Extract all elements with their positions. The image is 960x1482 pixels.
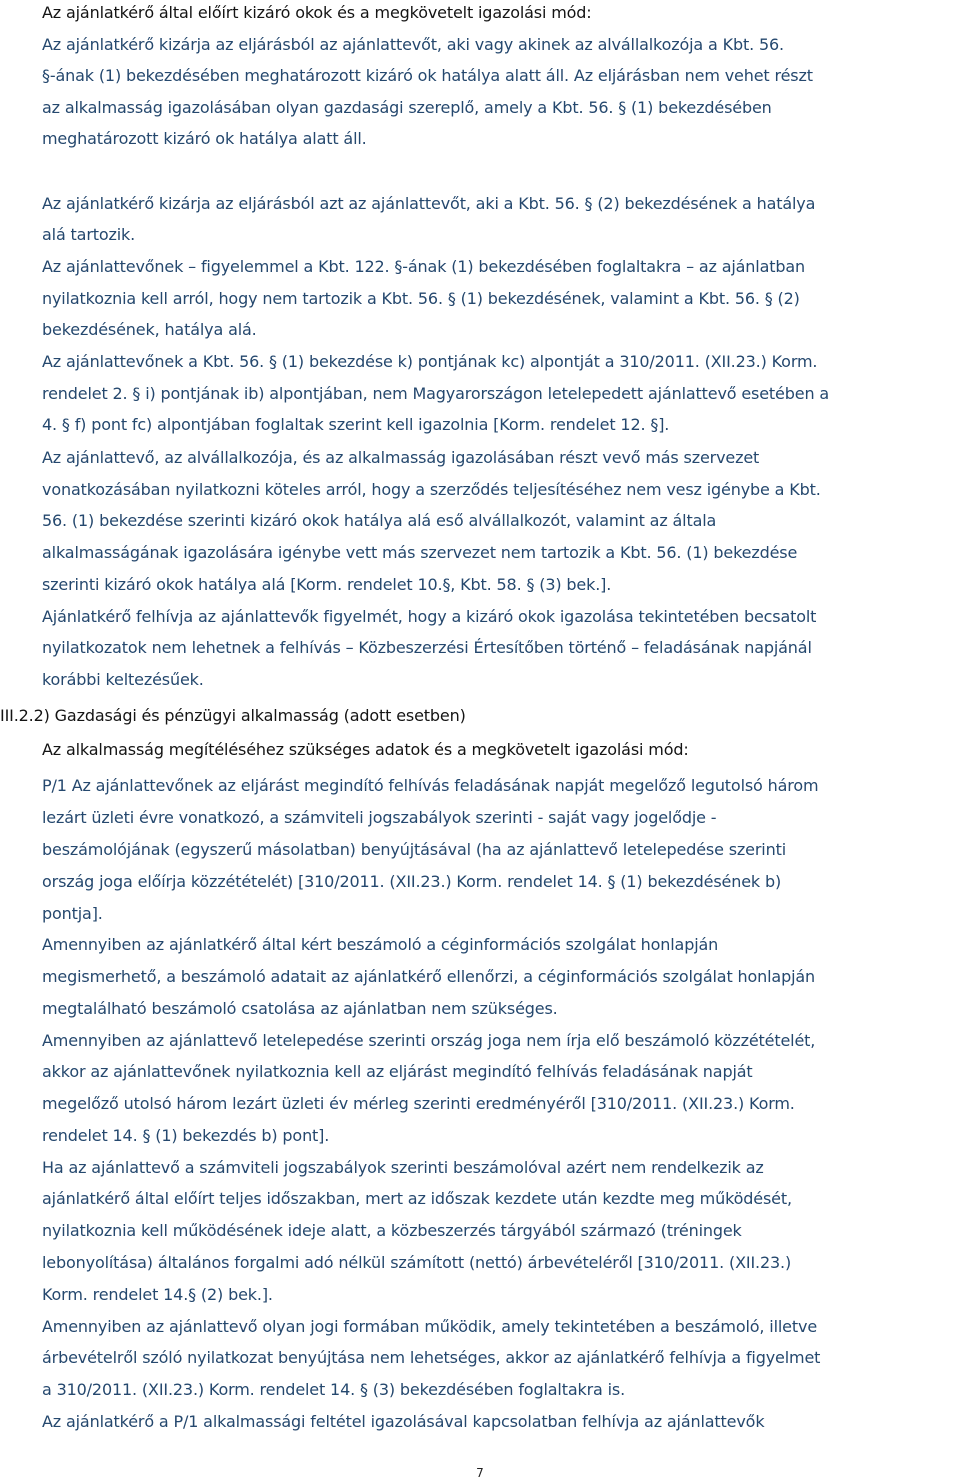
- paragraph-line: beszámolójának (egyszerű másolatban) benyújtásával (ha az ajánlattevő letelepedése szerinti: [42, 840, 786, 859]
- paragraph-line: Az ajánlatkérő a P/1 alkalmassági feltétel igazolásával kapcsolatban felhívja az ajánlattevők: [42, 1412, 765, 1431]
- paragraph-line: megismerhető, a beszámoló adatait az ajánlatkérő ellenőrzi, a céginformációs szolgálat honlapján: [42, 967, 816, 986]
- paragraph-line: Az ajánlattevőnek a Kbt. 56. § (1) bekezdése k) pontjának kc) alpontját a 310/2011. (XII.23.) Korm.: [42, 352, 818, 371]
- paragraph-line: megtalálható beszámoló csatolása az ajánlatban nem szükséges.: [42, 999, 558, 1018]
- paragraph-line: Amennyiben az ajánlattevő letelepedése szerinti ország joga nem írja elő beszámoló közzétételét,: [42, 1031, 816, 1050]
- paragraph-line: Az ajánlatkérő kizárja az eljárásból az ajánlattevőt, aki vagy akinek az alvállalkozója a Kbt. 56.: [42, 35, 784, 54]
- paragraph-line: bekezdésének, hatálya alá.: [42, 320, 257, 339]
- paragraph-line: akkor az ajánlattevőnek nyilatkoznia kell az eljárást megindító felhívás feladásának napját: [42, 1062, 753, 1081]
- page-number: 7: [476, 1466, 484, 1480]
- paragraph-line: Korm. rendelet 14.§ (2) bek.].: [42, 1285, 273, 1304]
- paragraph-line: árbevételről szóló nyilatkozat benyújtása nem lehetséges, akkor az ajánlatkérő felhívja a figyelmet: [42, 1348, 821, 1367]
- paragraph-line: korábbi keltezésűek.: [42, 670, 204, 689]
- paragraph-line: Amennyiben az ajánlattevő olyan jogi formában működik, amely tekintetében a beszámoló, illetve: [42, 1317, 818, 1336]
- paragraph-line: ország joga előírja közzétételét) [310/2011. (XII.23.) Korm. rendelet 14. § (1) bekezdésének b): [42, 872, 782, 891]
- paragraph-line: lezárt üzleti évre vonatkozó, a számviteli jogszabályok szerinti - saját vagy jogelődje -: [42, 808, 717, 827]
- section-heading-iii-2-2: III.2.2) Gazdasági és pénzügyi alkalmasság (adott esetben): [0, 706, 466, 725]
- paragraph-line: megelőző utolsó három lezárt üzleti év mérleg szerinti eredményéről [310/2011. (XII.23.) Korm.: [42, 1094, 795, 1113]
- paragraph-line: Az ajánlattevő, az alvállalkozója, és az alkalmasság igazolásában részt vevő más szervezet: [42, 448, 760, 467]
- paragraph-line: szerinti kizáró okok hatálya alá [Korm. rendelet 10.§, Kbt. 58. § (3) bek.].: [42, 575, 612, 594]
- paragraph-line: §-ának (1) bekezdésében meghatározott kizáró ok hatálya alatt áll. Az eljárásban nem vehet részt: [42, 66, 813, 85]
- paragraph-line: lebonyolítása) általános forgalmi adó nélkül számított (nettó) árbevételéről [310/2011. (XII.23.): [42, 1253, 792, 1272]
- paragraph-line: Ajánlatkérő felhívja az ajánlattevők figyelmét, hogy a kizáró okok igazolása tekintetében becsatolt: [42, 607, 817, 626]
- paragraph-line: az alkalmasság igazolásában olyan gazdasági szereplő, amely a Kbt. 56. § (1) bekezdésében: [42, 98, 772, 117]
- paragraph-line: pontja].: [42, 904, 103, 923]
- paragraph-line: Az ajánlatkérő kizárja az eljárásból azt az ajánlattevőt, aki a Kbt. 56. § (2) bekezdésének a hatálya: [42, 194, 816, 213]
- paragraph-line: P/1 Az ajánlattevőnek az eljárást megindító felhívás feladásának napját megelőző legutolsó három: [42, 776, 819, 795]
- paragraph-line: alkalmasságának igazolására igénybe vett más szervezet nem tartozik a Kbt. 56. (1) bekezdése: [42, 543, 798, 562]
- paragraph-line: meghatározott kizáró ok hatálya alatt áll.: [42, 129, 367, 148]
- paragraph-line: rendelet 2. § i) pontjának ib) alpontjában, nem Magyarországon letelepedett ajánlattevő esetében a: [42, 384, 830, 403]
- paragraph-line: Ha az ajánlattevő a számviteli jogszabályok szerinti beszámolóval azért nem rendelkezik az: [42, 1158, 764, 1177]
- paragraph-line: Amennyiben az ajánlatkérő által kért beszámoló a céginformációs szolgálat honlapján: [42, 935, 719, 954]
- paragraph-line: 56. (1) bekezdése szerinti kizáró okok hatálya alá eső alvállalkozót, valamint az általa: [42, 511, 717, 530]
- paragraph-line: 4. § f) pont fc) alpontjában foglaltak szerint kell igazolnia [Korm. rendelet 12. §].: [42, 415, 670, 434]
- paragraph-line: vonatkozásában nyilatkozni köteles arról, hogy a szerződés teljesítéséhez nem vesz igénybe a Kbt.: [42, 480, 821, 499]
- paragraph-line: alá tartozik.: [42, 225, 136, 244]
- paragraph-line: Az ajánlattevőnek – figyelemmel a Kbt. 122. §-ának (1) bekezdésében foglaltakra – az ajánlatban: [42, 257, 806, 276]
- paragraph-line: rendelet 14. § (1) bekezdés b) pont].: [42, 1126, 330, 1145]
- paragraph-line: nyilatkoznia kell arról, hogy nem tartozik a Kbt. 56. § (1) bekezdésének, valamint a Kbt. 56. § (2): [42, 289, 800, 308]
- subheading-suitability-data: Az alkalmasság megítéléséhez szükséges adatok és a megkövetelt igazolási mód:: [42, 740, 689, 759]
- heading-exclusion-grounds: Az ajánlatkérő által előírt kizáró okok és a megkövetelt igazolási mód:: [42, 3, 592, 22]
- paragraph-line: nyilatkoznia kell működésének ideje alatt, a közbeszerzés tárgyából származó (tréningek: [42, 1221, 742, 1240]
- paragraph-line: ajánlatkérő által előírt teljes időszakban, mert az időszak kezdete után kezdte meg működését,: [42, 1189, 792, 1208]
- paragraph-line: a 310/2011. (XII.23.) Korm. rendelet 14. § (3) bekezdésében foglaltakra is.: [42, 1380, 626, 1399]
- paragraph-line: nyilatkozatok nem lehetnek a felhívás – Közbeszerzési Értesítőben történő – feladásának napjánál: [42, 638, 812, 657]
